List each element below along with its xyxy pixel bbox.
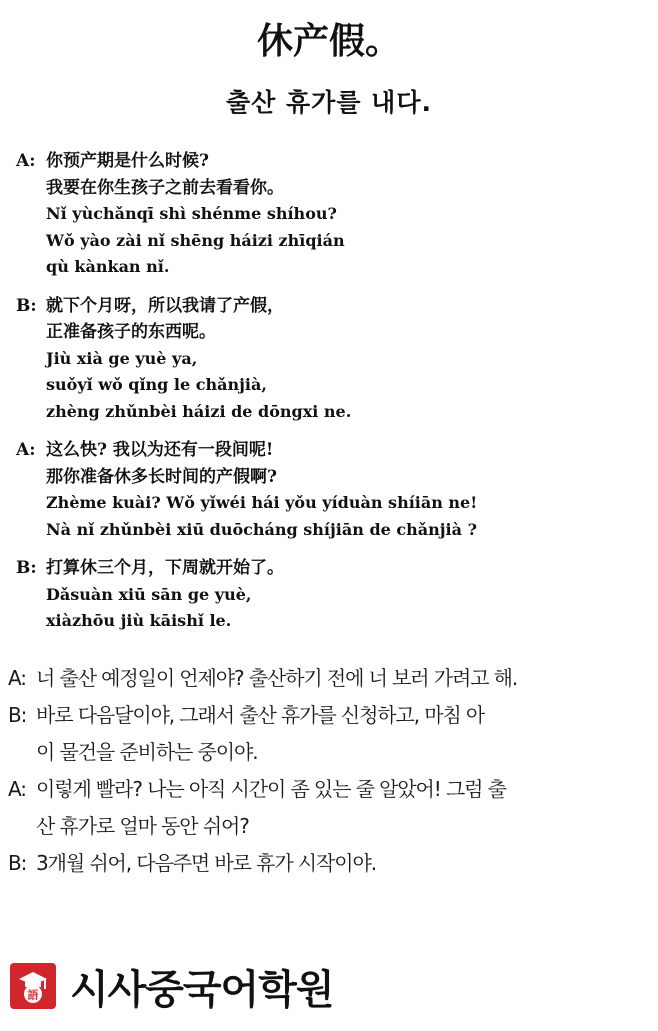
pinyin-line: suǒyǐ wǒ qǐng le chǎnjià,: [46, 375, 267, 394]
pinyin-line: qù kànkan nǐ.: [46, 257, 170, 276]
translation-text: 이 물건을 준비하는 중이야.: [36, 740, 258, 764]
chinese-line: 正准备孩子的东西呢。: [46, 322, 216, 342]
chinese-line: 那你准备休多长时间的产假啊?: [46, 466, 277, 487]
translation-line: [8, 734, 648, 771]
translation-line: [8, 697, 648, 734]
translation-speaker: A:: [8, 666, 26, 690]
translation-line: [8, 660, 648, 697]
dialogue-turn: [16, 555, 646, 635]
translation-line: [8, 808, 648, 845]
translation-text: 이렇게 빨라? 나는 아직 시간이 좀 있는 줄 알았어! 그럼 출: [36, 777, 506, 801]
translation-line: [8, 845, 648, 882]
chinese-line: 我要在你生孩子之前去看看你。: [46, 177, 284, 198]
dialogue-turn: [16, 293, 646, 426]
speaker-label: B:: [16, 295, 37, 316]
translation-line: [8, 771, 648, 808]
translation-text: 3개월 쉬어, 다음주면 바로 휴가 시작이야.: [36, 851, 376, 875]
pinyin-line: Jiù xià ge yuè ya,: [46, 348, 198, 368]
translation-text: 너 출산 예정일이 언제야? 출산하기 전에 너 보러 가려고 해.: [36, 666, 518, 690]
chinese-line: 就下个月呀，所以我请了产假，: [46, 295, 284, 316]
page-title: 休产假。: [256, 21, 401, 62]
translation-speaker: B:: [8, 851, 27, 875]
pinyin-line: xiàzhōu jiù kāishǐ le.: [46, 611, 232, 630]
translation-speaker: B:: [8, 703, 27, 727]
translation-speaker: A:: [8, 777, 26, 801]
translation-text: 바로 다음달이야, 그래서 출산 휴가를 신청하고, 마침 아: [36, 703, 485, 727]
pinyin-line: Nǐ yùchǎnqī shì shénme shíhou?: [46, 204, 337, 223]
korean-translation: [8, 660, 648, 882]
pinyin-line: Dǎsuàn xiū sān ge yuè,: [46, 584, 252, 604]
speaker-label: A:: [16, 440, 36, 460]
svg-text:語: 語: [27, 988, 39, 1002]
brand-logo: [10, 960, 333, 1012]
chinese-line: 打算休三个月，下周就开始了。: [46, 558, 284, 578]
pinyin-line: zhèng zhǔnbèi háizi de dōngxi ne.: [46, 401, 352, 421]
academy-name: 시사중국어학원: [70, 966, 334, 1013]
pinyin-line: Wǒ yào zài nǐ shēng háizi zhīqián: [46, 230, 345, 250]
translation-text: 산 휴가로 얼마 동안 쉬어?: [36, 814, 249, 838]
pinyin-line: Nà nǐ zhǔnbèi xiū duōcháng shíjiān de chǎnjià ?: [46, 519, 477, 539]
academy-logo-icon: [10, 963, 56, 1009]
chinese-line: 这么快? 我以为还有一段间呢!: [46, 440, 274, 460]
chinese-line: 你预产期是什么时候?: [46, 151, 209, 171]
dialogue-turn: [16, 148, 646, 281]
pinyin-line: Zhème kuài? Wǒ yǐwéi hái yǒu yíduàn shíiān ne!: [46, 493, 478, 512]
speaker-label: B:: [16, 558, 37, 578]
dialogue-turn: [16, 437, 646, 543]
chinese-dialogue: [16, 148, 646, 647]
speaker-label: A:: [16, 151, 36, 171]
page-subtitle: 출산 휴가를 내다.: [226, 88, 432, 117]
